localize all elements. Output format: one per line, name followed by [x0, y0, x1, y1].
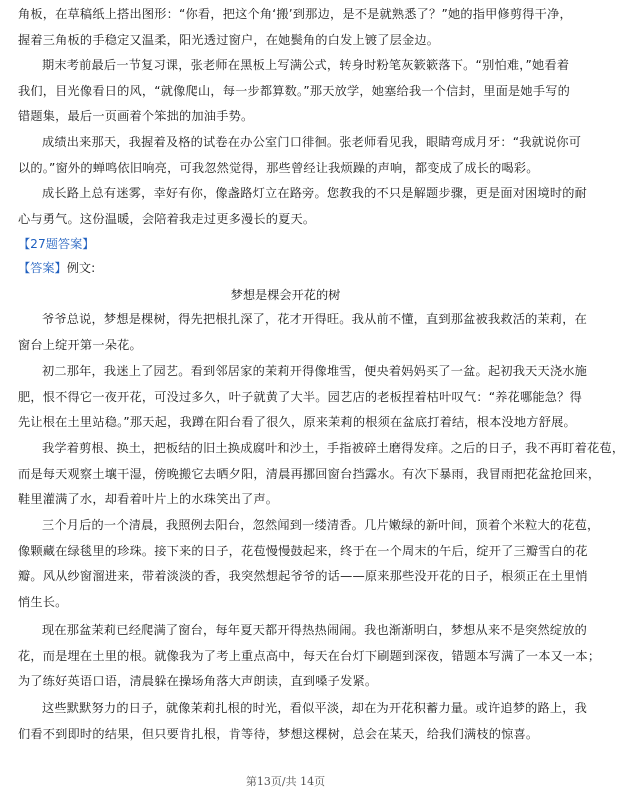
text-line: 成绩出来那天，我握着及格的试卷在办公室门口徘徊。张老师看见我，眼睛弯成月牙：“我就说你可 [42, 135, 582, 149]
text-line: 像颗藏在绿毯里的珍珠。接下来的日子，花苞慢慢鼓起来，终于在一个周末的午后，绽开了三瓣雪白的花 [18, 543, 588, 558]
paragraph [18, 618, 601, 695]
answer-section-tag [18, 234, 94, 254]
text-line: 初二那年，我迷上了园艺。看到邻居家的茉莉开得像堆雪，便央着妈妈买了一盆。起初我天天浇水施 [42, 364, 588, 378]
text-line: 悄生长。 [18, 594, 68, 609]
paragraph [18, 53, 570, 130]
text-line: 我们，目光像看日的风，“就像爬山，每一步都算数。”那天放学，她塞给我一个信封，里面是她手写的 [18, 83, 570, 98]
text-line: 现在那盆茉莉已经爬满了窗台，每年夏天都开得热热闹闹。我也渐渐明白，梦想从来不是突然绽放的 [42, 623, 588, 637]
text-line: 角板，在草稿纸上搭出图形：“你看，把这个角‘搬’到那边，是不是就熟悉了？”她的指甲修剪得干净， [18, 7, 572, 21]
text-line: 这些默默努力的日子，就像茉莉扎根的时光，看似平淡，却在为开花积蓄力量。或许追梦的路上，我 [42, 701, 588, 715]
paragraph [18, 436, 624, 513]
text-line: 期末考前最后一节复习课，张老师在黑板上写满公式，转身时粉笔灰簌簌落下。“别怕难，”她看着 [42, 58, 570, 72]
text-line: 爷爷总说，梦想是棵树，得先把根扎深了，花才开得旺。我从前不懂，直到那盆被我救活的茉莉，在 [42, 312, 588, 326]
answer-suffix: 例文: [66, 261, 96, 275]
text-line: 窗台上绽开第一朵花。 [18, 337, 142, 352]
text-line: 肥，恨不得它一夜开花，可没过多久，叶子就黄了大半。园艺店的老板捏着枯叶叹气：“养花哪能急？得 [18, 389, 582, 404]
text-line: 错题集，最后一页画着个笨拙的加油手势。 [18, 109, 254, 123]
paragraph [18, 181, 588, 232]
text-line: 花，而是埋在土里的根。就像我为了考上重点高中，每天在台灯下刷题到深夜，错题本写满了一本又一本； [18, 648, 601, 663]
text-line: 先让根在土里站稳。”那天起，我蹲在阳台看了很久，原来茉莉的根须在盆底打着结，根本没地方舒展。 [18, 415, 576, 429]
text-line: 而是每天观察土壤干湿，傍晚搬它去晒夕阳，清晨再挪回窗台挡露水。有次下暴雨，我冒雨把花盆抢回来， [18, 466, 601, 481]
text-line: 为了练好英语口语，清晨躲在操场角落大声朗读，直到嗓子发紧。 [18, 674, 378, 688]
essay-title: 梦想是棵会开花的树 [230, 288, 341, 302]
paragraph [18, 696, 588, 747]
text-line: 鞋里灌满了水，却看着叶片上的水珠笑出了声。 [18, 492, 279, 506]
answer-label-row [18, 258, 95, 278]
text-line: 心与勇气。这份温暖，会陪着我走过更多漫长的夏天。 [18, 211, 316, 226]
text-line: 成长路上总有迷雾，幸好有你，像盏路灯立在路旁。您教我的不只是解题步骤，更是面对困境时的耐 [42, 186, 588, 200]
text-line: 以的。”窗外的蝉鸣依旧响亮，可我忽然觉得，那些曾经让我烦躁的声响，都变成了成长的喝彩。 [18, 160, 539, 175]
paragraph [18, 2, 572, 53]
text-line: 三个月后的一个清晨，我照例去阳台，忽然闻到一缕清香。几片嫩绿的新叶间，顶着个米粒大的花苞， [42, 518, 600, 532]
paragraph [18, 359, 588, 436]
text-line: 们看不到即时的结果，但只要肯扎根，肯等待，梦想这棵树，总会在某天，给我们满枝的惊喜。 [18, 726, 539, 741]
text-line: 我学着剪根、换土，把板结的旧土换成腐叶和沙土，手指被碎土磨得发痒。之后的日子，我不再盯着花苞， [42, 441, 624, 455]
paragraph [18, 130, 582, 181]
paragraph [18, 307, 588, 358]
text-line: 握着三角板的手稳定又温柔，阳光透过窗户，在她鬓角的白发上镀了层金边。 [18, 32, 440, 47]
paragraph [18, 513, 600, 615]
answer-label: 【答案】 [18, 261, 67, 275]
text-line: 瓣。风从纱窗溜进来，带着淡淡的香，我突然想起爷爷的话——原来那些没开花的日子，根须正在土里悄 [18, 569, 588, 583]
page-footer: 第13页/共 14页 [245, 775, 326, 788]
answer-number-label: 【27题答案】 [18, 237, 95, 251]
